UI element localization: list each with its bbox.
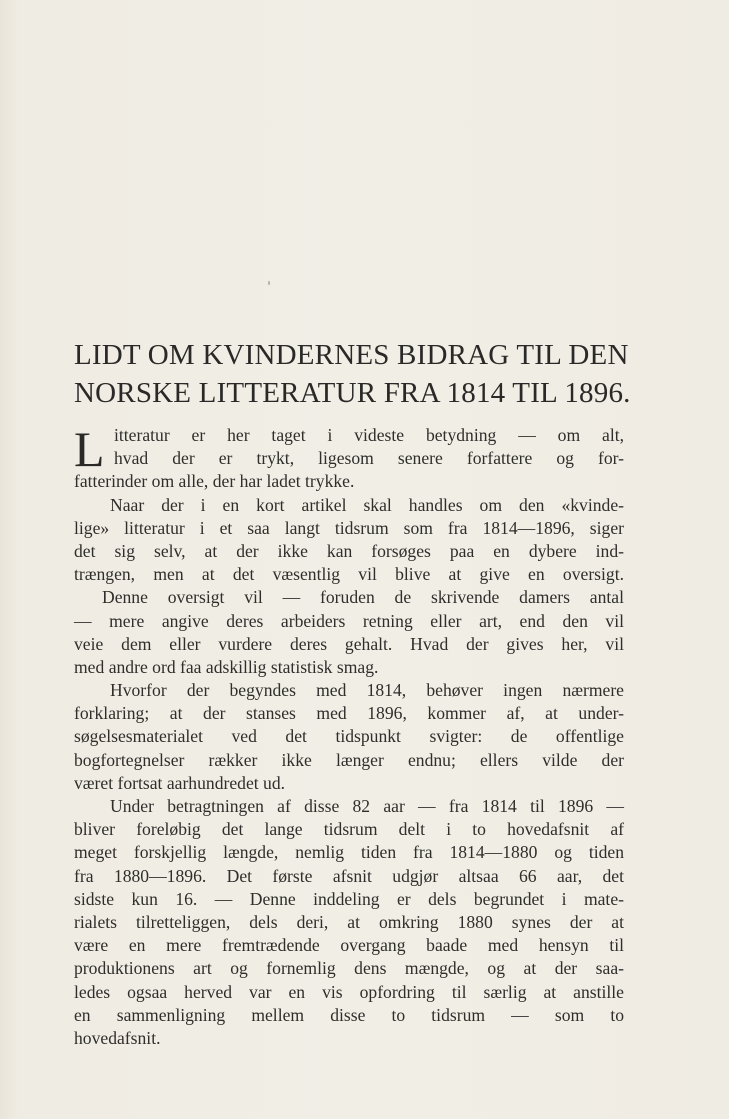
text-line: hovedafsnit. — [74, 1027, 161, 1048]
text-line: meget forskjellig længde, nemlig tiden fra 1814—1880 og tiden — [74, 842, 624, 863]
text-line: forklaring; at der stanses med 1896, kommer af, at under- — [74, 703, 624, 724]
text-line: rialets tilretteliggen, dels deri, at omkring 1880 synes der at — [74, 911, 624, 932]
text-line: veie dem eller vurdere deres gehalt. Hvad der gives her, vil — [74, 633, 624, 654]
title-line-1: LIDT OM KVINDERNES BIDRAG TIL DEN — [74, 339, 629, 371]
text-line: en sammenligning mellem disse to tidsrum — som to — [74, 1004, 624, 1025]
text-line: være en mere fremtrædende overgang baade med hensyn til — [74, 935, 624, 956]
text-line: fatterinder om alle, der har ladet trykke. — [74, 471, 355, 492]
text-line: været fortsat aarhundredet ud. — [74, 772, 286, 793]
title-line-2: NORSKE LITTERATUR FRA 1814 TIL 1896. — [74, 377, 631, 409]
text-line: med andre ord faa adskillig statistisk smag. — [74, 656, 379, 677]
text-line: — mere angive deres arbeiders retning eller art, end den vil — [74, 610, 624, 631]
text-line: trængen, men at det væsentlig vil blive at give en oversigt. — [74, 564, 624, 585]
text-line: bliver foreløbig det lange tidsrum delt i to hovedafsnit af — [74, 819, 624, 840]
chapter-title — [74, 336, 634, 412]
drop-cap: L — [74, 421, 105, 477]
text-line: produktionens art og fornemlig dens mængde, og at der saa- — [74, 958, 624, 979]
text-line: fra 1880—1896. Det første afsnit udgjør altsaa 66 aar, det — [74, 865, 624, 886]
text-line: Denne oversigt vil — foruden de skrivende damers antal — [102, 587, 624, 608]
body-text — [74, 421, 624, 1050]
text-line: Naar der i en kort artikel skal handles om den «kvinde- — [110, 494, 624, 515]
text-line: hvad der er trykt, ligesom senere forfattere og for- — [114, 448, 624, 469]
text-line: søgelsesmaterialet ved det tidspunkt svigter: de offentlige — [74, 726, 624, 747]
text-line: itteratur er her taget i videste betydning — om alt, — [114, 425, 624, 445]
text-line: Under betragtningen af disse 82 aar — fra 1814 til 1896 — — [110, 796, 624, 816]
first-paragraph-start — [74, 421, 624, 477]
text-line: sidste kun 16. — Denne inddeling er dels begrundet i mate- — [74, 888, 624, 909]
paper-speck — [268, 281, 270, 285]
text-line: det sig selv, at der ikke kan forsøges paa en dybere ind- — [74, 540, 624, 561]
text-line: bogfortegnelser rækker ikke længer endnu; ellers vilde der — [74, 749, 624, 770]
text-line: Hvorfor der begyndes med 1814, behøver ingen nærmere — [110, 680, 624, 701]
text-line: ledes ogsaa herved var en vis opfordring til særlig at anstille — [74, 981, 624, 1002]
text-line: lige» litteratur i et saa langt tidsrum som fra 1814—1896, siger — [74, 517, 624, 538]
